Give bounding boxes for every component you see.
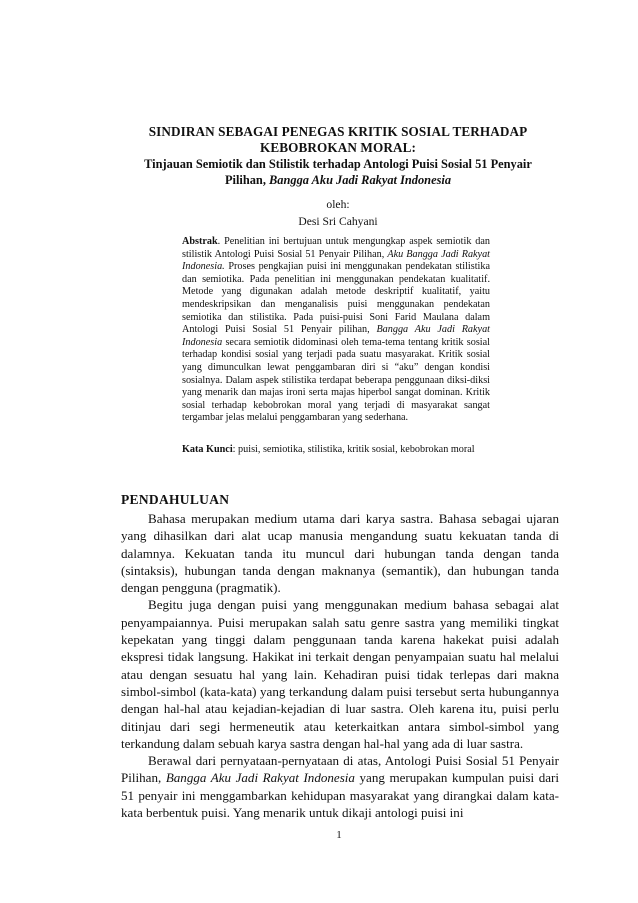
abstract-text-a: . Penelitian ini bertujuan untuk mengungkap aspek semiotik dan stilistik Antologi Puisi Sosial 51 Penyair Pilihan, — [182, 236, 490, 260]
p3-book-title: Bangga Aku Jadi Rakyat Indonesia — [165, 770, 355, 786]
author-block — [238, 196, 438, 230]
subtitle-book-title: Bangga Aku Jadi Rakyat Indonesia — [269, 173, 452, 187]
author-name: Desi Sri Cahyani — [298, 215, 378, 228]
abstract-paragraph — [182, 236, 490, 425]
subtitle-line-1: Tinjauan Semiotik dan Stilistik terhadap Antologi Puisi Sosial 51 Penyair — [144, 157, 532, 171]
abstract — [182, 236, 490, 425]
author-by: oleh: — [326, 198, 350, 211]
abstract-italic-b: Bangga Aku Jadi Rakyat Indonesia — [182, 324, 490, 348]
abstract-italic-a: Aku Bangga Jadi Rakyat Indonesia. — [182, 248, 490, 273]
subtitle-prefix: Pilihan, — [224, 173, 270, 187]
subtitle-line-2 — [118, 172, 558, 188]
body-text — [121, 510, 559, 821]
section-heading: PENDAHULUAN — [121, 492, 230, 507]
body-paragraph-3 — [121, 752, 559, 821]
body-paragraph-2: Begitu juga dengan puisi yang menggunakan medium bahasa sebagai alat penyampaiannya. Puisi merupakan salah satu genre sastra yang memiliki tingkat kepekatan yang tinggi dalam penggunaan tanda karena hakekat puisi adalah ekspresi tidak langsung. Hakikat ini terkait dengan penyampaian suatu hal melalui atau dengan sesuatu hal yang lain. Kehadiran puisi tidak terlepas dari makna simbol-simbol (kata-kata) yang terkandung dalam puisi tersebut serta hubungannya dengan hal-hal atau kejadian-kejadian di luar sastra. Oleh karena itu, puisi perlu ditinjau dari segi hermeneutik atau keterkaitkan antara simbol-simbol yang terkandung dalam sebuah karya sastra dengan hal-hal yang ada di luar sastra. — [121, 597, 559, 751]
keywords-label: Kata Kunci — [182, 444, 233, 455]
title-block — [118, 124, 558, 188]
title-line-1: SINDIRAN SEBAGAI PENEGAS KRITIK SOSIAL TERHADAP — [148, 124, 528, 139]
page-number: 1 — [336, 829, 342, 841]
abstract-text-b: Proses pengkajian puisi ini menggunakan pendekatan stilistika dan semiotika. Pada penelitian ini menggunakan pendekatan kualitatif. Metode yang digunakan adalah metode deskriptif kualitatif, yaitu mendeskripsikan dan menganalisis puisi menggunakan pendekatan semiotika dan stilistika. Pada puisi-puisi Soni Farid Maulana dalam Antologi Puisi Sosial 51 Penyair pilihan, — [182, 261, 490, 336]
p3-text-a: Berawal dari pernyataan-pernyataan di atas, Antologi Puisi Sosial 51 Penyair Pilihan, — [121, 753, 559, 786]
keywords-text: : puisi, semiotika, stilistika, kritik sosial, kebobrokan moral — [232, 444, 475, 455]
title-line-2: KEBOBROKAN MORAL: — [260, 140, 416, 155]
p3-text-b: yang merupakan kumpulan puisi dari 51 penyair ini menggambarkan kehidupan masyarakat yang dirangkai dalam kata-kata berbentuk puisi. Yang menarik untuk dikaji antologi puisi ini — [121, 770, 559, 821]
abstract-text-c: secara semiotik didominasi oleh tema-tema tentang kritik sosial terhadap kondisi sosial yang terjadi pada suatu masyarakat. Kritik sosial yang dimunculkan lewat penggambaran diri si “aku” dengan kondisi sosialnya. Dalam aspek stilistika terdapat beberapa penggunaan diksi-diksi yang menarik dan majas ironi serta majas hiperbol sangat dominan. Kritik sosial terhadap kebobrokan moral yang terjadi di masyarakat sangat tergambar jelas melalui penggambaran yang sederhana. — [182, 336, 490, 424]
keywords — [182, 443, 490, 456]
body-paragraph-1: Bahasa merupakan medium utama dari karya sastra. Bahasa sebagai ujaran yang dihasilkan dari alat ucap manusia mengandung suatu kekuatan tanda di dalamnya. Kekuatan tanda itu muncul dari hubungan tanda dengan tanda (sintaksis), hubungan tanda dengan maknanya (semantik), dan hubungan tanda dengan pengguna (pragmatik). — [121, 511, 559, 596]
abstract-label: Abstrak — [182, 236, 218, 247]
